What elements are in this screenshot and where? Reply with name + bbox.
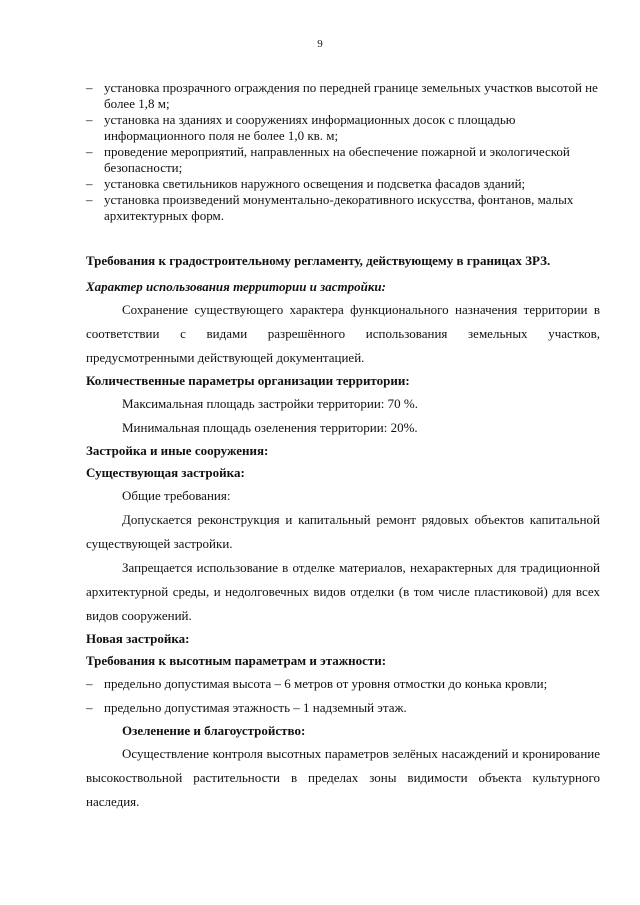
list-item: – предельно допустимая высота – 6 метров от уровня отмостки до конька кровли; bbox=[86, 672, 600, 696]
usage-paragraph: Сохранение существующего характера функционального назначения территории в соответствии с видами разрешённого использования земельных участков, предусмотренными действующей документацией. bbox=[86, 302, 600, 365]
quant-heading: Количественные параметры организации территории: bbox=[86, 373, 410, 388]
quant-max-line: Максимальная площадь застройки территории: 70 %. bbox=[122, 396, 418, 411]
dash-marker: – bbox=[86, 176, 93, 191]
dash-marker: – bbox=[86, 80, 93, 95]
quant-min-line: Минимальная площадь озеленения территории: 20%. bbox=[122, 420, 418, 435]
green-paragraph: Осуществление контроля высотных параметров зелёных насаждений и кронирование высокоствольной растительности в пределах зоны видимости объекта культурного наследия. bbox=[86, 746, 600, 809]
list-item: – предельно допустимая этажность – 1 надземный этаж. bbox=[86, 696, 600, 720]
page-number: 9 bbox=[317, 38, 323, 50]
height-heading: Требования к высотным параметрам и этажности: bbox=[86, 653, 387, 668]
section-title: Требования к градостроительному регламенту, действующему в границах ЗРЗ. bbox=[86, 253, 551, 268]
new-heading: Новая застройка: bbox=[86, 631, 190, 646]
dash-marker: – bbox=[86, 676, 93, 691]
allowed-paragraph: Допускается реконструкция и капитальный ремонт рядовых объектов капитальной существующей застройки. bbox=[86, 512, 600, 551]
general-requirements: Общие требования: bbox=[122, 488, 231, 503]
usage-heading: Характер использования территории и застройки: bbox=[86, 279, 386, 294]
document-body bbox=[86, 80, 600, 814]
height-bullet-list bbox=[86, 672, 600, 720]
existing-heading: Существующая застройка: bbox=[86, 465, 245, 480]
list-item: – установка на зданиях и сооружениях информационных досок с площадью информационного поля не более 1,0 кв. м; bbox=[86, 112, 516, 143]
intro-bullet-list bbox=[86, 80, 600, 224]
list-item: – проведение мероприятий, направленных на обеспечение пожарной и экологической безопасности; bbox=[86, 144, 570, 175]
green-heading: Озеленение и благоустройство: bbox=[122, 723, 306, 738]
list-item: – установка светильников наружного освещения и подсветка фасадов зданий; bbox=[86, 176, 526, 191]
list-item: – установка прозрачного ограждения по передней границе земельных участков высотой не более 1,8 м; bbox=[86, 80, 598, 111]
dash-marker: – bbox=[86, 192, 93, 207]
list-item: – установка произведений монументально-декоративного искусства, фонтанов, малых архитектурных форм. bbox=[86, 192, 574, 223]
forbidden-paragraph: Запрещается использование в отделке материалов, нехарактерных для традиционной архитектурной среды, и недолговечных видов отделки (в том числе пластиковой) для всех видов сооружений. bbox=[86, 560, 600, 623]
dash-marker: – bbox=[86, 700, 93, 715]
dash-marker: – bbox=[86, 112, 93, 127]
build-heading: Застройка и иные сооружения: bbox=[86, 443, 269, 458]
dash-marker: – bbox=[86, 144, 93, 159]
